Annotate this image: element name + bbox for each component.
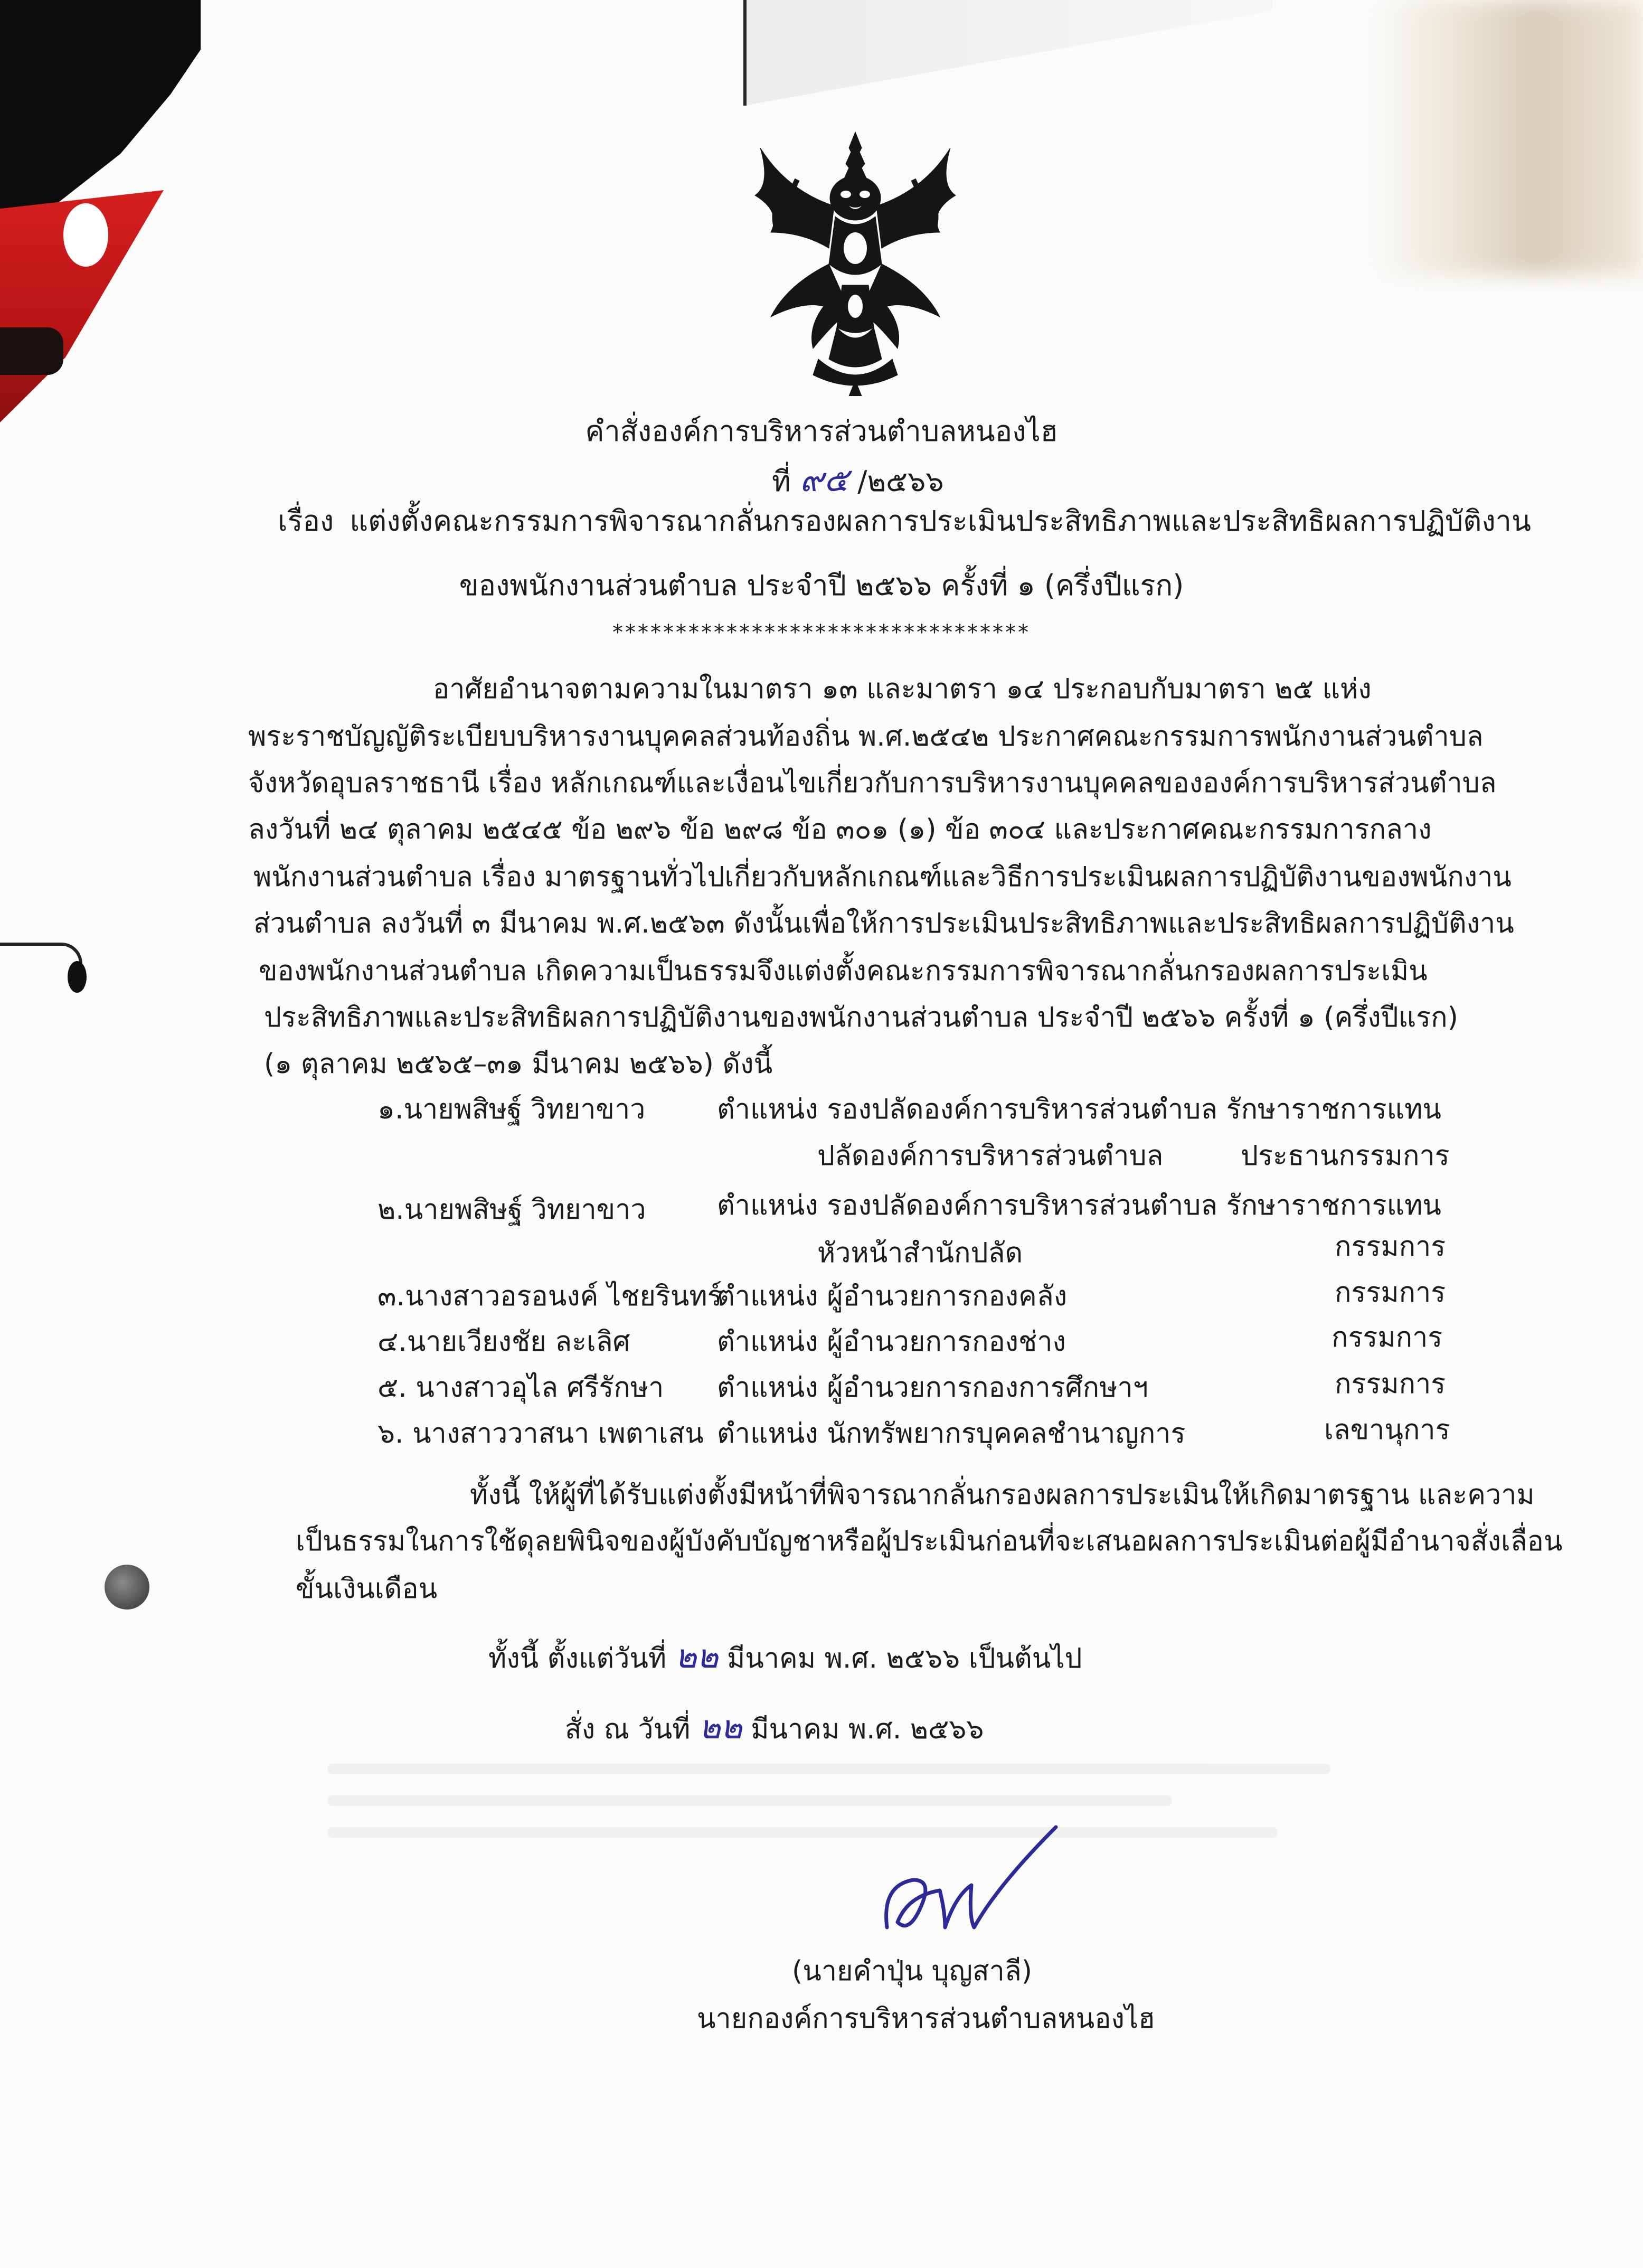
separator-line: *********************************: [612, 620, 1031, 645]
body-line: ประสิทธิภาพและประสิทธิผลการปฏิบัติงานของพนักงานส่วนตำบล ประจำปี ๒๕๖๖ ครั้งที่ ๑ (ครึ่งปีแรก): [264, 1002, 1458, 1033]
ordered-prefix: สั่ง ณ วันที่: [565, 1714, 691, 1745]
member-name: ๓.นางสาวอรอนงค์ ไชยรินทร์: [377, 1281, 722, 1312]
member-name: ๖. นางสาววาสนา เพตาเสน: [377, 1418, 704, 1450]
member-name: ๔.นายเวียงชัย ละเลิศ: [377, 1326, 630, 1358]
member-position: ตำแหน่ง ผู้อำนวยการกองการศึกษาฯ: [717, 1372, 1148, 1404]
order-title: คำสั่งองค์การบริหารส่วนตำบลหนองไฮ: [585, 415, 1058, 448]
member-position: ตำแหน่ง ผู้อำนวยการกองคลัง: [717, 1281, 1068, 1312]
body-line: พนักงานส่วนตำบล เรื่อง มาตรฐานทั่วไปเกี่ยวกับหลักเกณฑ์และวิธีการประเมินผลการปฏิบัติงานของพนักงาน: [253, 861, 1512, 893]
effective-day-handwritten: ๒๒: [675, 1637, 719, 1676]
show-through-text: [264, 1743, 1425, 1943]
body-line: ส่วนตำบล ลงวันที่ ๓ มีนาคม พ.ศ.๒๕๖๓ ดังนั้นเพื่อให้การประเมินประสิทธิภาพและประสิทธิผลการปฏิบัติงาน: [253, 908, 1514, 939]
signatory-name: (นายคำปุ่น บุญสาลี): [792, 1955, 1032, 1987]
scan-background-blur: [1373, 0, 1643, 275]
member-role: กรรมการ: [1332, 1322, 1443, 1353]
effective-date: [488, 1631, 1082, 1682]
order-number: [772, 460, 944, 499]
ordered-suffix: มีนาคม พ.ศ. ๒๕๖๖: [751, 1714, 984, 1745]
member-position: ตำแหน่ง รองปลัดองค์การบริหารส่วนตำบล รักษาราชการแทน: [717, 1094, 1441, 1125]
scan-background-dot: [68, 961, 87, 993]
scan-background-edge: [743, 0, 747, 106]
member-role: กรรมการ: [1335, 1231, 1446, 1263]
subject-line-2: ของพนักงานส่วนตำบล ประจำปี ๒๕๖๖ ครั้งที่ ๑ (ครึ่งปีแรก): [459, 569, 1184, 602]
member-position-cont: ปลัดองค์การบริหารส่วนตำบล: [817, 1140, 1164, 1172]
effective-prefix: ทั้งนี้ ตั้งแต่วันที่: [488, 1643, 667, 1674]
body-line: ของพนักงานส่วนตำบล เกิดความเป็นธรรมจึงแต่งตั้งคณะกรรมการพิจารณากลั่นกรองผลการประเมิน: [259, 955, 1428, 987]
member-name: ๑.นายพสิษฐ์ วิทยาขาว: [377, 1094, 646, 1125]
subject-line-1: [278, 504, 1531, 538]
member-position: ตำแหน่ง รองปลัดองค์การบริหารส่วนตำบล รักษาราชการแทน: [717, 1190, 1441, 1221]
member-role: เลขานุการ: [1324, 1414, 1450, 1446]
order-number-prefix: ที่: [772, 465, 791, 498]
punch-hole: [105, 1565, 149, 1610]
member-position-cont: หัวหน้าสำนักปลัด: [817, 1237, 1023, 1269]
order-number-year: /๒๕๖๖: [857, 465, 944, 498]
body-line: อาศัยอำนาจตามความในมาตรา ๑๓ และมาตรา ๑๔ ประกอบกับมาตรา ๒๕ แห่ง: [433, 673, 1372, 705]
ordered-day-handwritten: ๒๒: [698, 1708, 742, 1746]
signatory-position: นายกองค์การบริหารส่วนตำบลหนองไฮ: [697, 2003, 1155, 2035]
member-position: ตำแหน่ง ผู้อำนวยการกองช่าง: [717, 1326, 1066, 1358]
subject-label: เรื่อง: [278, 504, 334, 538]
garuda-emblem: [723, 127, 987, 396]
effective-suffix: มีนาคม พ.ศ. ๒๕๖๖ เป็นต้นไป: [727, 1643, 1082, 1674]
ordered-date: [565, 1701, 984, 1753]
scan-background-hole: [63, 203, 108, 267]
body-line: (๑ ตุลาคม ๒๕๖๕–๓๑ มีนาคม ๒๕๖๖) ดังนี้: [264, 1048, 773, 1080]
member-role: ประธานกรรมการ: [1241, 1140, 1450, 1172]
scan-background-slot: [0, 327, 63, 375]
closing-line: ขั้นเงินเดือน: [296, 1573, 438, 1605]
closing-line: เป็นธรรมในการใช้ดุลยพินิจของผู้บังคับบัญชาหรือผู้ประเมินก่อนที่จะเสนอผลการประเมินต่อผู้มีอำนาจสั่งเลื่อน: [296, 1526, 1563, 1557]
order-number-handwritten: ๙๕: [799, 460, 849, 499]
closing-line: ทั้งนี้ ให้ผู้ที่ได้รับแต่งตั้งมีหน้าที่พิจารณากลั่นกรองผลการประเมินให้เกิดมาตรฐาน และความ: [470, 1479, 1535, 1511]
member-role: กรรมการ: [1335, 1368, 1446, 1400]
member-role: กรรมการ: [1335, 1277, 1446, 1309]
member-name: ๒.นายพสิษฐ์ วิทยาขาว: [377, 1194, 646, 1226]
member-position: ตำแหน่ง นักทรัพยากรบุคคลชำนาญการ: [717, 1418, 1186, 1450]
body-line: ลงวันที่ ๒๔ ตุลาคม ๒๕๔๕ ข้อ ๒๙๖ ข้อ ๒๙๘ ข้อ ๓๐๑ (๑) ข้อ ๓๐๔ และประกาศคณะกรรมการกลาง: [248, 814, 1432, 845]
body-line: พระราชบัญญัติระเบียบบริหารงานบุคคลส่วนท้องถิ่น พ.ศ.๒๕๔๒ ประกาศคณะกรรมการพนักงานส่วนตำบล: [248, 721, 1484, 752]
subject-text-1: แต่งตั้งคณะกรรมการพิจารณากลั่นกรองผลการประเมินประสิทธิภาพและประสิทธิผลการปฏิบัติงาน: [350, 504, 1531, 538]
handwritten-signature: [876, 1822, 1066, 1943]
member-name: ๕. นางสาวอุไล ศรีรักษา: [377, 1372, 664, 1404]
body-line: จังหวัดอุบลราชธานี เรื่อง หลักเกณฑ์และเงื่อนไขเกี่ยวกับการบริหารงานบุคคลขององค์การบริหารส่วนตำบล: [248, 767, 1497, 799]
